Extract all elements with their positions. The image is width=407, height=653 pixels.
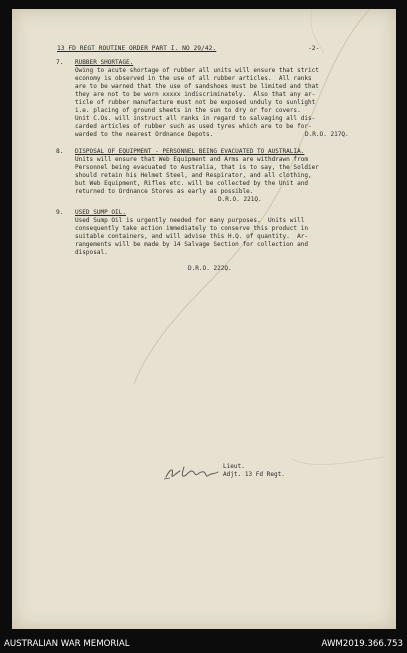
item-line: Units will ensure that Web Equipment and Arms are withdrawn from [75,156,308,163]
item-line: warded to the nearest Ordnance Depots. [75,131,214,138]
item-line: returned to Ordnance Stores as early as possible. [75,188,254,195]
item-line: rangements will be made by 14 Salvage Section for collection and [75,241,308,248]
order-header: 13 FD REGT ROUTINE ORDER PART I. NO 29/42. [57,45,217,52]
item-line: should retain his Helmet Steel, and Respirator, and all clothing, [75,172,312,179]
item-line: economy is observed in the use of all rubber articles. All ranks [75,75,312,82]
accession-number: AWM2019.366.753 [321,639,403,649]
item-title: DISPOSAL OF EQUIPMENT - PERSONNEL BEING EVACUATED TO AUSTRALIA. [75,148,305,155]
dro-reference: D.R.O. 221Q. [218,196,262,203]
item-line: suitable containers, and will advise this H.Q. of quantity. Ar- [75,233,308,240]
archive-organization: AUSTRALIAN WAR MEMORIAL [4,639,130,649]
item-line: Owing to acute shortage of rubber all units will ensure that strict [75,67,319,74]
dro-reference: D.R.O. 217Q. [305,131,349,138]
item-line: Used Sump Oil is urgently needed for many purposes. Units will [75,217,305,224]
item-line: Personnel being evacuated to Australia, that is to say, the Soldier [75,164,319,171]
item-line: are to be warned that the use of sandshoes must be limited and that [75,83,319,90]
item-line: Unit C.Os. will instruct all ranks in regard to salvaging all dis- [75,115,316,122]
item-line: consequently take action immediately to conserve this product in [75,225,308,232]
item-line: i.e. placing of ground sheets in the sun to dry or for covers. [75,107,301,114]
item-title: RUBBER SHORTAGE. [75,59,134,66]
page-number: -2- [308,45,320,52]
document-page [12,9,396,629]
item-line: disposal. [75,249,108,256]
item-line: but Web Equipment, Rifles etc. will be collected by the Unit and [75,180,308,187]
handwritten-signature [162,461,232,483]
signature-title: Adjt. 13 Fd Regt. [223,471,285,478]
signature-rank: Lieut. [223,463,245,470]
item-number: 8. [56,148,64,155]
item-title: USED SUMP OIL. [75,209,126,216]
item-line: carded articles of rubber such as used tyres which are to be for- [75,123,312,130]
item-line: ticle of rubber manufacture must not be exposed unduly to sunlight [75,99,316,106]
item-line: they are not to be worn xxxxx indiscriminately. Also that any ar- [75,91,316,98]
dro-reference: D.R.O. 222Q. [188,265,232,272]
archive-footer [0,630,407,653]
item-number: 7. [56,59,64,66]
item-number: 9. [56,209,64,216]
